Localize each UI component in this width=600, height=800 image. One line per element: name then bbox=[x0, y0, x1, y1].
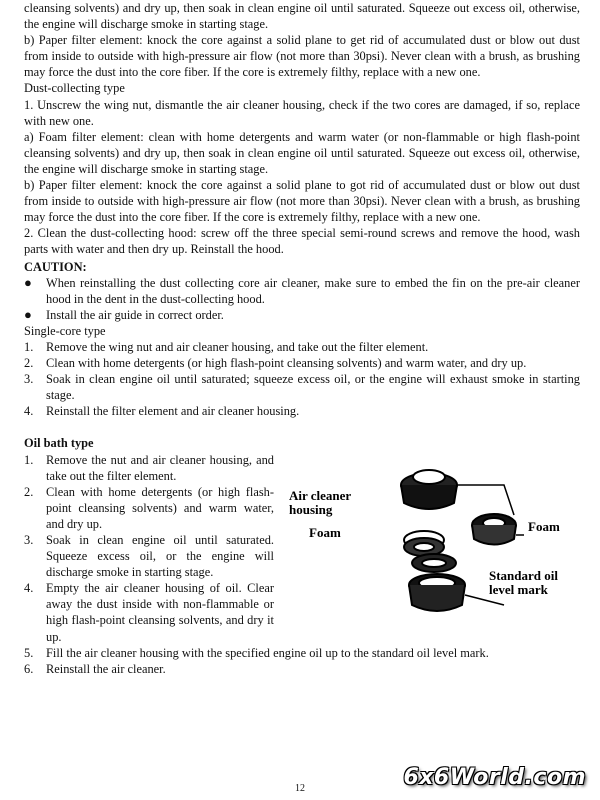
oil-bath-steps bbox=[24, 452, 274, 645]
list-item: 3. Soak in clean engine oil until saturated; squeeze excess oil, or the engine will exhaust smoke in starting stage. bbox=[24, 372, 580, 403]
paragraph-paper-filter: b) Paper filter element: knock the core against a solid plane to get rid of accumulated dust or blow out dust from inside to outside with high-pressure air flow (not more than 30psi). Never clean with a brush, as brushing may force the dust into the core fiber. If the core is extremely filthy, replace with a new one. bbox=[24, 33, 580, 80]
step-dust-paper: b) Paper filter element: knock the core against a solid plane to got rid of accumulated dust or blow out dust from inside to outside with high-pressure air flow (not more than 30psi). Never clean with a brush, as brushing may force the dust into the core fiber. If the core is extremely filthy, replace with a new one. bbox=[24, 178, 580, 225]
list-item: 2. Clean with home detergents (or high flash-point cleansing solvents) and warm water, and dry up. bbox=[24, 356, 527, 371]
list-item: 4. Empty the air cleaner housing of oil. Clear away the dust inside with non-flammable or high flash-point cleansing solvents, and dry it up. bbox=[24, 581, 274, 644]
list-item: 1. Remove the wing nut and air cleaner housing, and take out the filter element. bbox=[24, 339, 429, 354]
caution-heading: CAUTION: bbox=[24, 259, 87, 274]
list-item: 6. Reinstall the air cleaner. bbox=[24, 661, 166, 676]
label-standard-oil: Standard oil bbox=[489, 568, 558, 583]
label-foam-right: Foam bbox=[528, 519, 560, 534]
foam-element-right bbox=[472, 514, 516, 545]
label-level-mark: level mark bbox=[489, 582, 548, 597]
bullet-icon: ● bbox=[24, 306, 32, 322]
list-item: 2. Clean with home detergents (or high flash-point cleansing solvents) and warm water, and dry up. bbox=[24, 484, 274, 531]
caution-item bbox=[24, 275, 580, 307]
housing-part bbox=[401, 470, 457, 509]
oil-bowl-part bbox=[409, 574, 465, 611]
step-dust-foam: a) Foam filter element: clean with home detergents and warm water (or non-flammable or high flash-point cleansing solvents) and dry up, then soak in clean engine oil until saturated. Squeeze out excess oil, otherwise, the engine will discharge smoke in starting stage. bbox=[24, 129, 580, 176]
bullet-icon: ● bbox=[24, 274, 32, 290]
label-housing: housing bbox=[289, 502, 333, 517]
list-item: 1. Remove the nut and air cleaner housing, and take out the filter element. bbox=[24, 452, 274, 483]
page-number: 12 bbox=[295, 783, 305, 794]
paragraph-foam-end: cleansing solvents) and dry up, then soak in clean engine oil until saturated. Squeeze out excess oil, otherwise, the engine will discharge smoke in starting stage. bbox=[24, 1, 580, 32]
caution-text: Install the air guide in correct order. bbox=[46, 307, 224, 322]
section-title-oil-bath: Oil bath type bbox=[24, 436, 94, 451]
section-title-single-core: Single-core type bbox=[24, 323, 106, 338]
list-item: 3. Soak in clean engine oil until saturated. Squeeze excess oil, or the engine will discharge smoke in starting stage. bbox=[24, 533, 274, 580]
step-dust-1: 1. Unscrew the wing nut, dismantle the air cleaner housing, check if the two cores are damaged, if so, replace with new one. bbox=[24, 97, 580, 128]
list-item: 4. Reinstall the filter element and air cleaner housing. bbox=[24, 404, 300, 419]
label-air-cleaner: Air cleaner bbox=[289, 488, 352, 503]
list-item: 5. Fill the air cleaner housing with the specified engine oil up to the standard oil level mark. bbox=[24, 645, 489, 660]
watermark-logo: 6x6World.com bbox=[403, 765, 586, 790]
air-cleaner-diagram bbox=[284, 455, 584, 635]
caution-text: When reinstalling the dust collecting core air cleaner, make sure to embed the fin on the pre-air cleaner hood in the dent in the dust-collecting hood. bbox=[46, 275, 580, 306]
step-dust-2: 2. Clean the dust-collecting hood: screw off the three special semi-round screws and remove the hood, wash parts with water and then dry up. Reinstall the hood. bbox=[24, 226, 580, 257]
section-title-dust-collecting: Dust-collecting type bbox=[24, 81, 125, 96]
caution-item bbox=[24, 307, 580, 323]
label-foam-left: Foam bbox=[309, 525, 341, 540]
